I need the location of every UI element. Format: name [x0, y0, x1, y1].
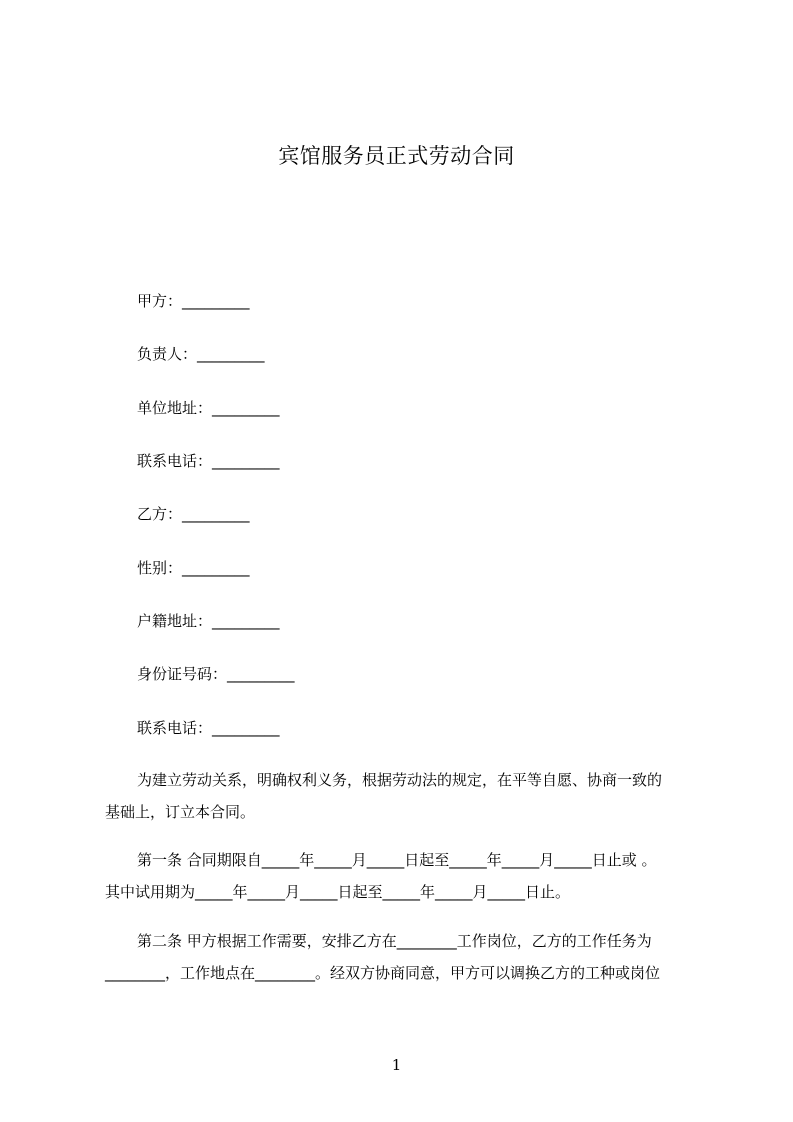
page-number: 1 [391, 1056, 402, 1074]
document-title: 宾馆服务员正式劳动合同 [278, 144, 515, 168]
article-1-line-1: 第一条 合同期限自_____年_____月_____日起至_____年_____月_____日止或 。 [137, 851, 657, 869]
party-b-phone-field: 联系电话：_________ [137, 719, 280, 737]
article-2-line-2: ________，工作地点在________。经双方协商同意，甲方可以调换乙方的工种或岗位 [105, 964, 661, 982]
party-b-id-field: 身份证号码：_________ [137, 665, 295, 683]
preamble-line-2: 基础上，订立本合同。 [105, 803, 256, 821]
article-2-paragraph [105, 925, 701, 989]
party-a-address-field: 单位地址：_________ [137, 399, 280, 417]
party-a-name-field: 甲方：_________ [137, 292, 250, 310]
party-a-responsible-field: 负责人：_________ [137, 345, 265, 363]
party-b-gender-field: 性别：_________ [137, 559, 250, 577]
party-b-name-field: 乙方：_________ [137, 505, 250, 523]
article-1-line-2: 其中试用期为_____年_____月_____日起至_____年_____月_____日止。 [105, 883, 571, 901]
preamble-line-1: 为建立劳动关系，明确权利义务，根据劳动法的规定，在平等自愿、协商一致的 [137, 771, 663, 789]
party-b-household-field: 户籍地址：_________ [137, 612, 280, 630]
party-a-phone-field: 联系电话：_________ [137, 452, 280, 470]
article-1-paragraph [105, 844, 701, 908]
preamble-paragraph [105, 764, 701, 828]
article-2-line-1: 第二条 甲方根据工作需要，安排乙方在________工作岗位，乙方的工作任务为 [137, 932, 652, 950]
